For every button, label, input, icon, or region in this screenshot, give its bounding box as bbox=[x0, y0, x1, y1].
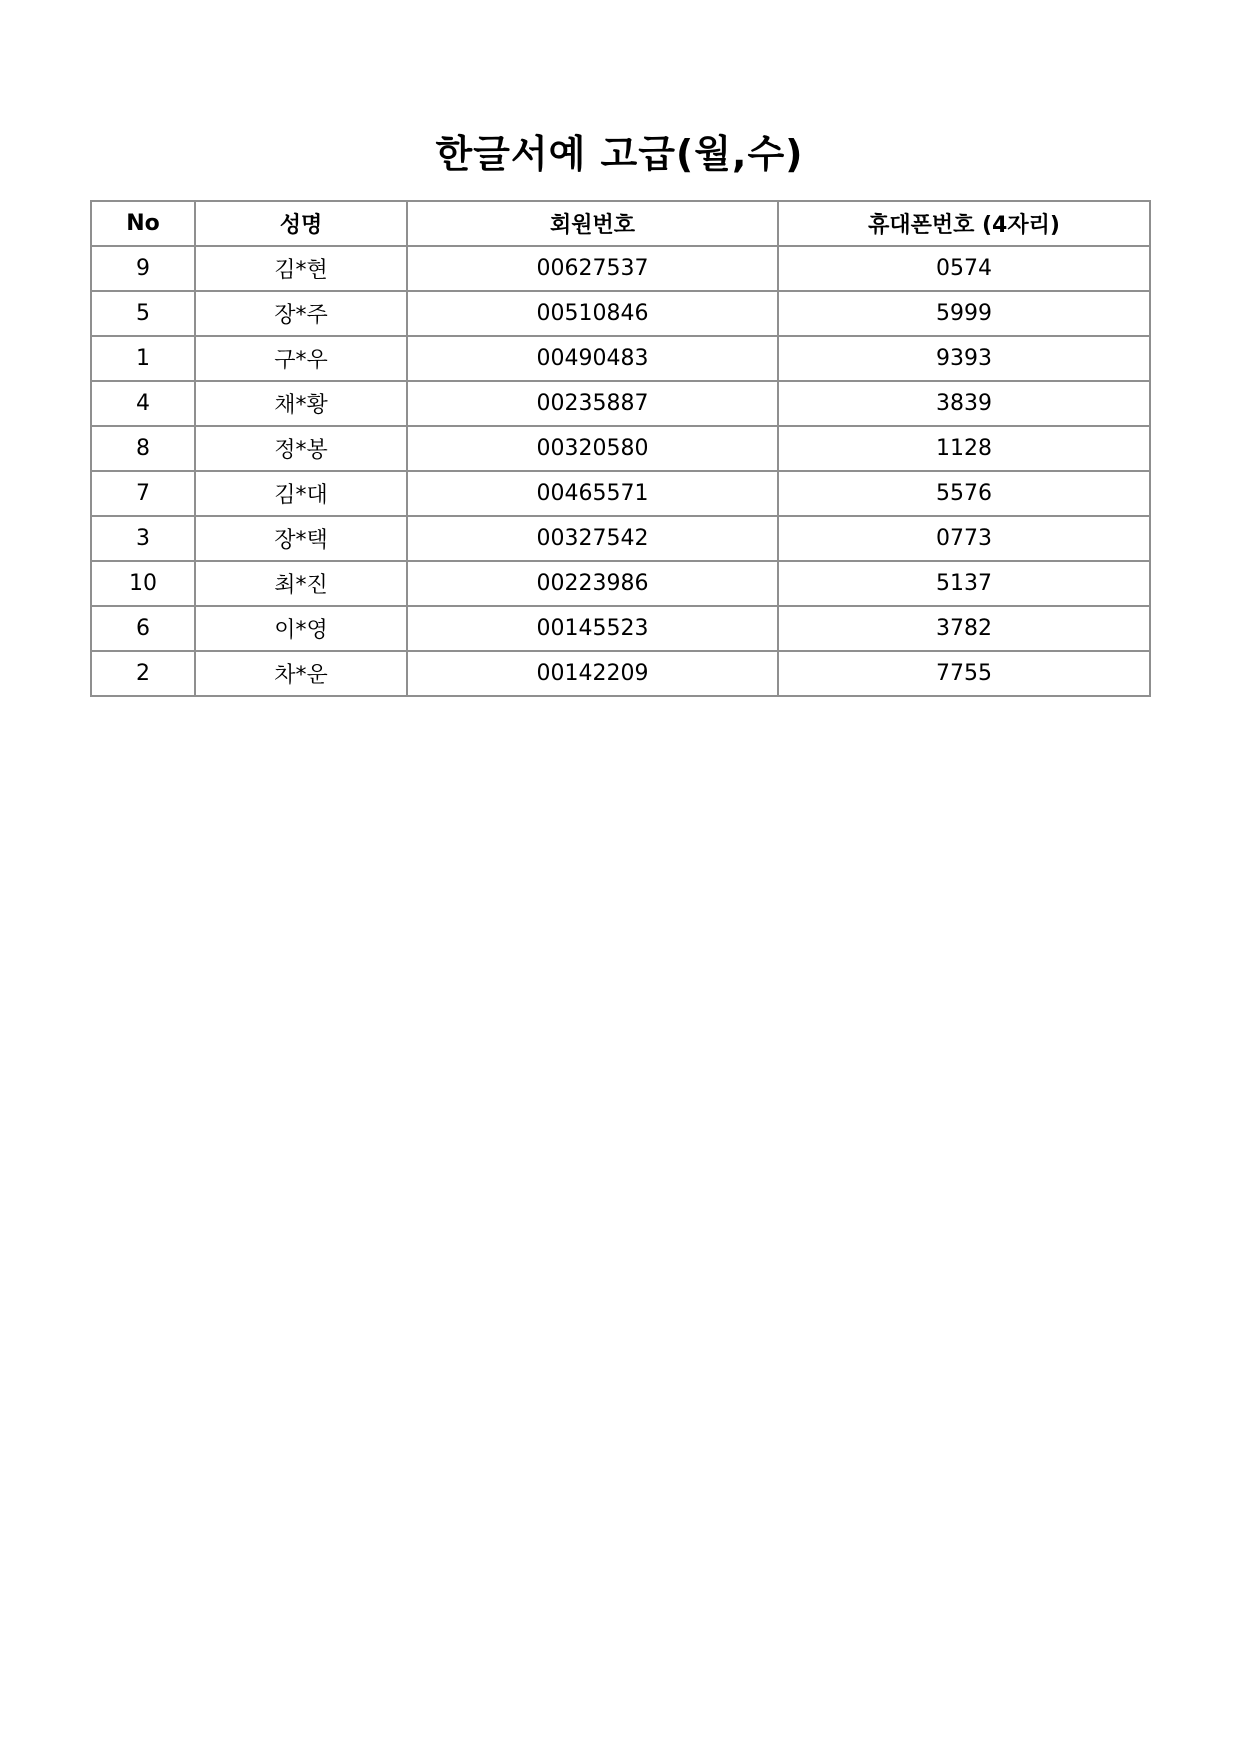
cell-no: 7 bbox=[91, 471, 195, 516]
header-phone: 휴대폰번호 (4자리) bbox=[778, 201, 1150, 246]
cell-member-no: 00145523 bbox=[407, 606, 778, 651]
table-row bbox=[91, 426, 1150, 471]
cell-phone: 5576 bbox=[778, 471, 1150, 516]
table-header-row bbox=[91, 201, 1150, 246]
cell-phone: 0574 bbox=[778, 246, 1150, 291]
cell-name: 정*봉 bbox=[195, 426, 407, 471]
cell-no: 5 bbox=[91, 291, 195, 336]
table-row bbox=[91, 246, 1150, 291]
cell-member-no: 00490483 bbox=[407, 336, 778, 381]
table-row bbox=[91, 336, 1150, 381]
cell-name: 장*택 bbox=[195, 516, 407, 561]
cell-no: 6 bbox=[91, 606, 195, 651]
table-row bbox=[91, 471, 1150, 516]
table-row bbox=[91, 381, 1150, 426]
cell-member-no: 00510846 bbox=[407, 291, 778, 336]
cell-no: 2 bbox=[91, 651, 195, 696]
cell-member-no: 00235887 bbox=[407, 381, 778, 426]
cell-member-no: 00223986 bbox=[407, 561, 778, 606]
page-title: 한글서예 고급(월,수) bbox=[435, 132, 804, 176]
cell-name: 김*대 bbox=[195, 471, 407, 516]
cell-name: 채*황 bbox=[195, 381, 407, 426]
cell-member-no: 00327542 bbox=[407, 516, 778, 561]
cell-member-no: 00465571 bbox=[407, 471, 778, 516]
cell-name: 차*운 bbox=[195, 651, 407, 696]
cell-phone: 5137 bbox=[778, 561, 1150, 606]
cell-member-no: 00142209 bbox=[407, 651, 778, 696]
cell-phone: 3839 bbox=[778, 381, 1150, 426]
cell-no: 1 bbox=[91, 336, 195, 381]
cell-no: 9 bbox=[91, 246, 195, 291]
cell-no: 3 bbox=[91, 516, 195, 561]
table-row bbox=[91, 516, 1150, 561]
cell-name: 이*영 bbox=[195, 606, 407, 651]
cell-phone: 5999 bbox=[778, 291, 1150, 336]
cell-member-no: 00320580 bbox=[407, 426, 778, 471]
table-row bbox=[91, 606, 1150, 651]
cell-name: 김*현 bbox=[195, 246, 407, 291]
table-row bbox=[91, 291, 1150, 336]
cell-member-no: 00627537 bbox=[407, 246, 778, 291]
cell-no: 4 bbox=[91, 381, 195, 426]
cell-name: 장*주 bbox=[195, 291, 407, 336]
cell-phone: 0773 bbox=[778, 516, 1150, 561]
cell-no: 8 bbox=[91, 426, 195, 471]
header-no: No bbox=[91, 201, 195, 246]
cell-phone: 7755 bbox=[778, 651, 1150, 696]
cell-name: 구*우 bbox=[195, 336, 407, 381]
header-member-no: 회원번호 bbox=[407, 201, 778, 246]
cell-phone: 1128 bbox=[778, 426, 1150, 471]
table-row bbox=[91, 561, 1150, 606]
cell-phone: 3782 bbox=[778, 606, 1150, 651]
table-row bbox=[91, 651, 1150, 696]
cell-name: 최*진 bbox=[195, 561, 407, 606]
cell-phone: 9393 bbox=[778, 336, 1150, 381]
roster-table bbox=[90, 200, 1151, 697]
header-name: 성명 bbox=[195, 201, 407, 246]
cell-no: 10 bbox=[91, 561, 195, 606]
